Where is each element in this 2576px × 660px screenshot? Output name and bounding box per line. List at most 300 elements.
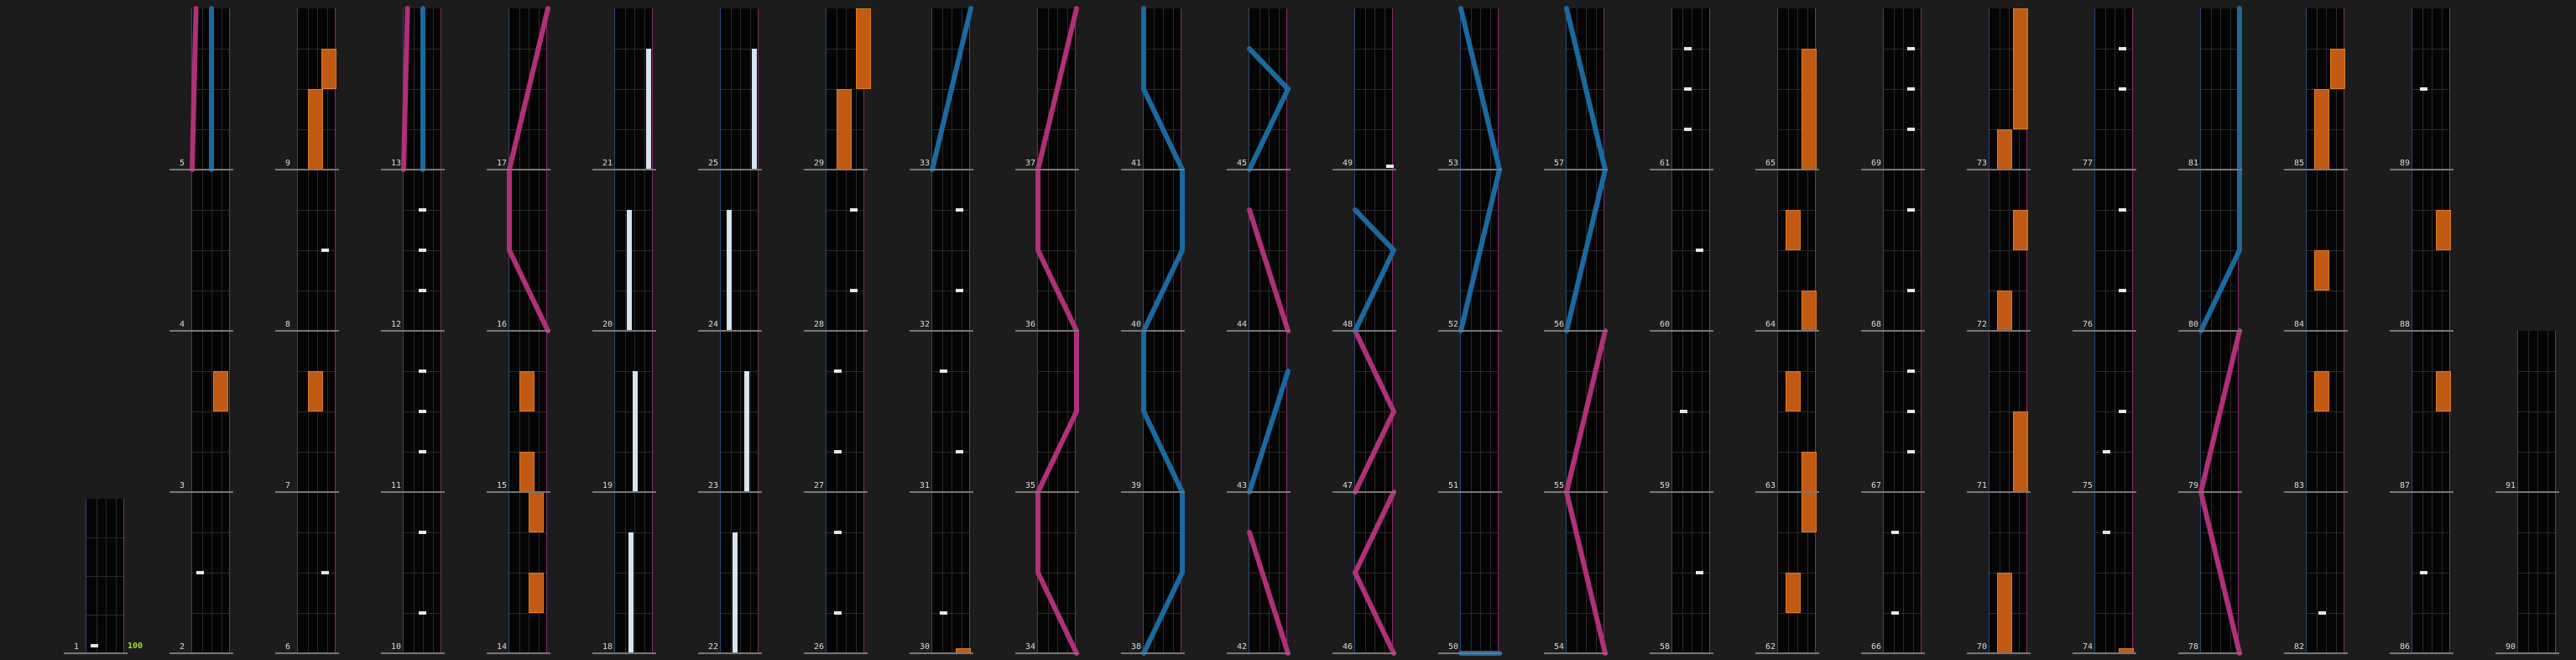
measure-separator (592, 652, 656, 654)
measure-separator (2495, 652, 2559, 654)
slide-layer (298, 170, 336, 331)
measure-separator (1967, 169, 2031, 170)
slide-layer (1038, 492, 1077, 653)
measure-separator (487, 652, 550, 654)
measure-number: 39 (1131, 481, 1142, 490)
measure-cell (1989, 8, 2027, 170)
measure-separator (169, 491, 233, 493)
hold-note (1802, 291, 1817, 331)
tap-note (1907, 289, 1915, 292)
measure-number: 74 (2083, 642, 2094, 652)
measure-cell (2412, 492, 2450, 653)
slide-layer (1567, 331, 1605, 492)
measure-number: 11 (391, 481, 402, 490)
measure-cell (2200, 170, 2239, 331)
measure-separator (1332, 652, 1396, 654)
hold-note (1802, 49, 1817, 170)
chart-column (2178, 0, 2242, 660)
measure-separator (1544, 652, 1608, 654)
tap-note (419, 531, 426, 534)
measure-cell (1037, 492, 1076, 653)
tap-note (2318, 611, 2326, 615)
slide-path-blue (2201, 170, 2240, 331)
slide-path-magenta (509, 8, 548, 170)
measure-separator (2178, 652, 2242, 654)
measure-cell (2200, 8, 2239, 170)
slide-layer (86, 499, 125, 653)
hold-note (519, 371, 534, 411)
measure-number: 47 (1343, 481, 1353, 490)
slide-layer (615, 170, 654, 331)
measure-cell (1883, 170, 1922, 331)
chart-column (1861, 0, 1925, 660)
slide-layer (1144, 8, 1182, 170)
measure-separator (910, 652, 973, 654)
measure-separator (2073, 169, 2136, 170)
measure-cell (1777, 170, 1816, 331)
slide-layer (2201, 492, 2240, 653)
measure-separator (910, 169, 973, 170)
slide-path-blue (1567, 8, 1605, 170)
hold-note (321, 49, 336, 89)
tap-note (1684, 47, 1692, 50)
measure-number: 73 (1977, 159, 1988, 168)
slide-layer (932, 170, 971, 331)
measure-separator (1861, 330, 1925, 332)
measure-cell (2200, 331, 2239, 492)
tap-note (91, 644, 98, 647)
long-bar-note (633, 371, 638, 492)
measure-separator (910, 491, 973, 493)
measure-separator (1121, 169, 1185, 170)
measure-number: 45 (1237, 159, 1248, 168)
slide-layer (1355, 170, 1394, 331)
slide-layer (1038, 8, 1077, 170)
measure-cell (1566, 331, 1604, 492)
tap-note (2119, 87, 2126, 91)
measure-separator (1332, 169, 1396, 170)
hold-note (1786, 210, 1801, 250)
chart-column (698, 0, 762, 660)
measure-cell (931, 8, 970, 170)
chart-column (1544, 0, 1608, 660)
measure-cell (1989, 492, 2027, 653)
measure-number: 85 (2294, 159, 2305, 168)
measure-number: 55 (1554, 481, 1565, 490)
hold-note (213, 371, 228, 411)
slide-path-blue (1461, 8, 1499, 170)
hold-note (2013, 8, 2028, 129)
long-bar-note (727, 210, 732, 331)
measure-cell (614, 170, 653, 331)
measure-number: 63 (1765, 481, 1776, 490)
long-bar-note (752, 49, 757, 170)
measure-cell (614, 492, 653, 653)
tap-note (1907, 450, 1915, 453)
slide-layer (1249, 8, 1288, 170)
measure-cell (403, 8, 441, 170)
measure-number: 81 (2188, 159, 2199, 168)
measure-number: 88 (2400, 320, 2411, 329)
tap-note (834, 531, 842, 534)
slide-layer (1355, 8, 1394, 170)
slide-path-blue (1461, 170, 1499, 331)
slide-layer (1038, 331, 1077, 492)
tap-note (1684, 128, 1692, 131)
measure-number: 75 (2083, 481, 2094, 490)
hold-note (1802, 452, 1817, 492)
measure-number: 25 (708, 159, 719, 168)
measure-separator (1332, 330, 1396, 332)
measure-cell (1566, 170, 1604, 331)
measure-number: 31 (920, 481, 931, 490)
measure-separator (1438, 330, 1502, 332)
measure-cell (403, 492, 441, 653)
long-bar-note (627, 210, 632, 331)
measure-separator (1015, 330, 1079, 332)
measure-number: 46 (1343, 642, 1353, 652)
measure-separator (2390, 652, 2453, 654)
tap-note (1907, 87, 1915, 91)
measure-number: 13 (391, 159, 402, 168)
hold-note (529, 573, 544, 613)
measure-separator (1650, 491, 1713, 493)
tap-note (2420, 571, 2427, 574)
measure-cell (1037, 170, 1076, 331)
measure-number: 23 (708, 481, 719, 490)
measure-cell (2094, 8, 2133, 170)
measure-number: 34 (1025, 642, 1036, 652)
measure-separator (698, 169, 762, 170)
measure-separator (64, 652, 128, 654)
measure-cell (614, 331, 653, 492)
slide-layer (1461, 331, 1499, 492)
measure-separator (487, 169, 550, 170)
hold-note (2314, 250, 2329, 291)
slide-path-blue (932, 8, 971, 170)
measure-separator (1755, 330, 1819, 332)
measure-number: 1 (74, 642, 80, 652)
measure-number: 30 (920, 642, 931, 652)
tap-note (419, 289, 426, 292)
measure-number: 28 (814, 320, 825, 329)
measure-cell (1671, 331, 1710, 492)
slide-layer (298, 492, 336, 653)
slide-path-blue (1144, 170, 1182, 331)
measure-separator (2284, 169, 2348, 170)
hold-note (308, 89, 323, 170)
slide-path-magenta (1038, 492, 1077, 653)
measure-cell (1777, 8, 1816, 170)
measure-cell (2306, 8, 2344, 170)
hold-note (1786, 573, 1801, 613)
measure-number: 77 (2083, 159, 2094, 168)
tap-note (956, 208, 963, 212)
measure-cell (931, 492, 970, 653)
tap-note (2103, 450, 2110, 453)
tap-note (834, 611, 842, 615)
long-bar-note (646, 49, 651, 170)
hold-note (529, 492, 544, 532)
measure-cell (1671, 170, 1710, 331)
chart-column (2390, 0, 2453, 660)
slide-path-magenta (1038, 331, 1077, 492)
measure-separator (1755, 169, 1819, 170)
measure-number: 49 (1343, 159, 1353, 168)
measure-number: 38 (1131, 642, 1142, 652)
slide-layer (721, 492, 759, 653)
measure-number: 43 (1237, 481, 1248, 490)
tap-note (1680, 410, 1687, 413)
measure-cell (191, 331, 230, 492)
chart-column (592, 0, 656, 660)
hold-note (2314, 89, 2329, 170)
tap-note (940, 611, 947, 615)
tap-note (940, 369, 947, 373)
measure-cell (614, 8, 653, 170)
measure-cell (1143, 331, 1181, 492)
measure-separator (1227, 330, 1291, 332)
measure-number: 51 (1448, 481, 1459, 490)
measure-separator (592, 169, 656, 170)
tap-note (1891, 531, 1899, 534)
slide-path-magenta (509, 170, 548, 331)
slide-path-blue (1144, 331, 1182, 492)
measure-cell (2517, 331, 2556, 492)
measure-separator (1967, 330, 2031, 332)
long-bar-note (628, 532, 634, 653)
measure-number: 24 (708, 320, 719, 329)
tap-note (1684, 87, 1692, 91)
slide-layer (827, 170, 865, 331)
slide-layer (1038, 170, 1077, 331)
measure-cell (931, 170, 970, 331)
chart-column (275, 0, 339, 660)
long-bar-note (744, 371, 749, 492)
measure-cell (1354, 8, 1393, 170)
measure-separator (804, 330, 868, 332)
slide-layer (2095, 8, 2134, 170)
measure-cell (2517, 492, 2556, 653)
measure-number: 65 (1765, 159, 1776, 168)
slide-path-blue (1249, 371, 1288, 492)
measure-separator (698, 491, 762, 493)
slide-path-magenta (1249, 532, 1288, 653)
slide-layer (2518, 331, 2557, 492)
measure-cell (1249, 8, 1287, 170)
measure-number: 29 (814, 159, 825, 168)
measure-separator (804, 169, 868, 170)
measure-separator (487, 491, 550, 493)
measure-separator (2178, 169, 2242, 170)
measure-cell (508, 331, 547, 492)
measure-cell (191, 8, 230, 170)
hold-note (1997, 129, 2012, 170)
measure-number: 79 (2188, 481, 2199, 490)
measure-separator (2495, 491, 2559, 493)
tap-note (419, 208, 426, 212)
measure-cell (2094, 170, 2133, 331)
tap-note (1907, 47, 1915, 50)
measure-separator (1015, 491, 1079, 493)
tap-note (850, 289, 858, 292)
slide-layer (2412, 331, 2451, 492)
measure-number: 17 (497, 159, 508, 168)
hold-note (1802, 492, 1817, 532)
measure-separator (804, 491, 868, 493)
tap-note (419, 611, 426, 615)
tap-note (2119, 410, 2126, 413)
measure-separator (1438, 169, 1502, 170)
measure-number: 2 (180, 642, 185, 652)
slide-layer (2201, 8, 2240, 170)
slide-path-magenta (1355, 492, 1394, 653)
measure-number: 26 (814, 642, 825, 652)
measure-cell (191, 170, 230, 331)
measure-separator (275, 652, 339, 654)
measure-number: 58 (1660, 642, 1671, 652)
measure-cell (508, 492, 547, 653)
chart-column (1967, 0, 2031, 660)
measure-separator (1544, 330, 1608, 332)
slide-layer (192, 170, 231, 331)
slide-layer (615, 492, 654, 653)
measure-number: 6 (285, 642, 291, 652)
measure-cell (1777, 331, 1816, 492)
measure-separator (487, 330, 550, 332)
slide-layer (2095, 170, 2134, 331)
measure-separator (1650, 652, 1713, 654)
hold-note (837, 89, 852, 170)
measure-number: 86 (2400, 642, 2411, 652)
measure-cell (403, 170, 441, 331)
measure-number: 33 (920, 159, 931, 168)
slide-path-magenta (1038, 8, 1077, 170)
tap-note (419, 450, 426, 453)
long-bar-note (733, 532, 738, 653)
measure-cell (2094, 492, 2133, 653)
measure-cell (1354, 492, 1393, 653)
measure-separator (1544, 491, 1608, 493)
tap-note (834, 369, 842, 373)
slide-path-blue (1355, 210, 1394, 331)
measure-separator (592, 491, 656, 493)
measure-number: 40 (1131, 320, 1142, 329)
measure-separator (169, 652, 233, 654)
slide-layer (1249, 170, 1288, 331)
measure-cell (1989, 170, 2027, 331)
measure-number: 60 (1660, 320, 1671, 329)
chart-column (910, 0, 973, 660)
measure-separator (2390, 330, 2453, 332)
slide-layer (1461, 8, 1499, 170)
measure-number: 22 (708, 642, 719, 652)
chart-column (1121, 0, 1185, 660)
slide-layer (2412, 8, 2451, 170)
tap-note (1891, 611, 1899, 615)
measure-number: 57 (1554, 159, 1565, 168)
slide-layer (1355, 331, 1394, 492)
measure-number: 90 (2506, 642, 2516, 652)
measure-number: 42 (1237, 642, 1248, 652)
slide-path-magenta (1567, 492, 1605, 653)
tap-note (2103, 531, 2110, 534)
measure-separator (1121, 652, 1185, 654)
slide-layer (298, 331, 336, 492)
measure-separator (2073, 330, 2136, 332)
slide-layer (1567, 170, 1605, 331)
chart-column (64, 0, 143, 660)
measure-separator (1121, 491, 1185, 493)
measure-separator (1227, 169, 1291, 170)
measure-number: 50 (1448, 642, 1459, 652)
measure-number: 66 (1871, 642, 1882, 652)
measure-number: 5 (180, 159, 185, 168)
slide-layer (1144, 331, 1182, 492)
slide-layer (2412, 492, 2451, 653)
measure-separator (1227, 652, 1291, 654)
measure-separator (1967, 491, 2031, 493)
measure-separator (2073, 491, 2136, 493)
tap-note (2420, 87, 2427, 91)
measure-separator (2390, 491, 2453, 493)
measure-cell (2094, 331, 2133, 492)
measure-separator (1755, 491, 1819, 493)
slide-layer (1884, 492, 1922, 653)
slide-layer (1461, 170, 1499, 331)
measure-cell (826, 331, 864, 492)
slide-path-magenta (1249, 210, 1288, 331)
slide-layer (2412, 170, 2451, 331)
measure-cell (720, 492, 759, 653)
measure-cell (1883, 492, 1922, 653)
extra-label: 100 (128, 642, 143, 651)
measure-number: 80 (2188, 320, 2199, 329)
measure-number: 71 (1977, 481, 1988, 490)
measure-number: 8 (285, 320, 291, 329)
measure-cell (826, 170, 864, 331)
slide-path-magenta (2201, 492, 2240, 653)
measure-separator (1861, 491, 1925, 493)
measure-number: 64 (1765, 320, 1776, 329)
measure-cell (1143, 492, 1181, 653)
measure-cell (403, 331, 441, 492)
measure-cell (720, 331, 759, 492)
slide-layer (1672, 492, 1711, 653)
measure-separator (592, 330, 656, 332)
measure-cell (1671, 492, 1710, 653)
measure-separator (910, 330, 973, 332)
hold-note (1786, 371, 1801, 411)
measure-separator (275, 491, 339, 493)
slide-path-magenta (2201, 331, 2240, 492)
hold-note (1997, 291, 2012, 331)
tap-note (834, 450, 842, 453)
hold-note (2330, 49, 2345, 89)
slide-layer (1144, 492, 1182, 653)
tap-note (2119, 208, 2126, 212)
measure-number: 53 (1448, 159, 1459, 168)
slide-layer (2095, 492, 2134, 653)
tap-note (419, 249, 426, 252)
tap-note (1907, 208, 1915, 212)
slide-layer (932, 331, 971, 492)
slide-layer (1249, 331, 1288, 492)
measure-separator (1438, 491, 1502, 493)
measure-number: 20 (602, 320, 613, 329)
slide-layer (509, 170, 548, 331)
measure-cell (826, 492, 864, 653)
